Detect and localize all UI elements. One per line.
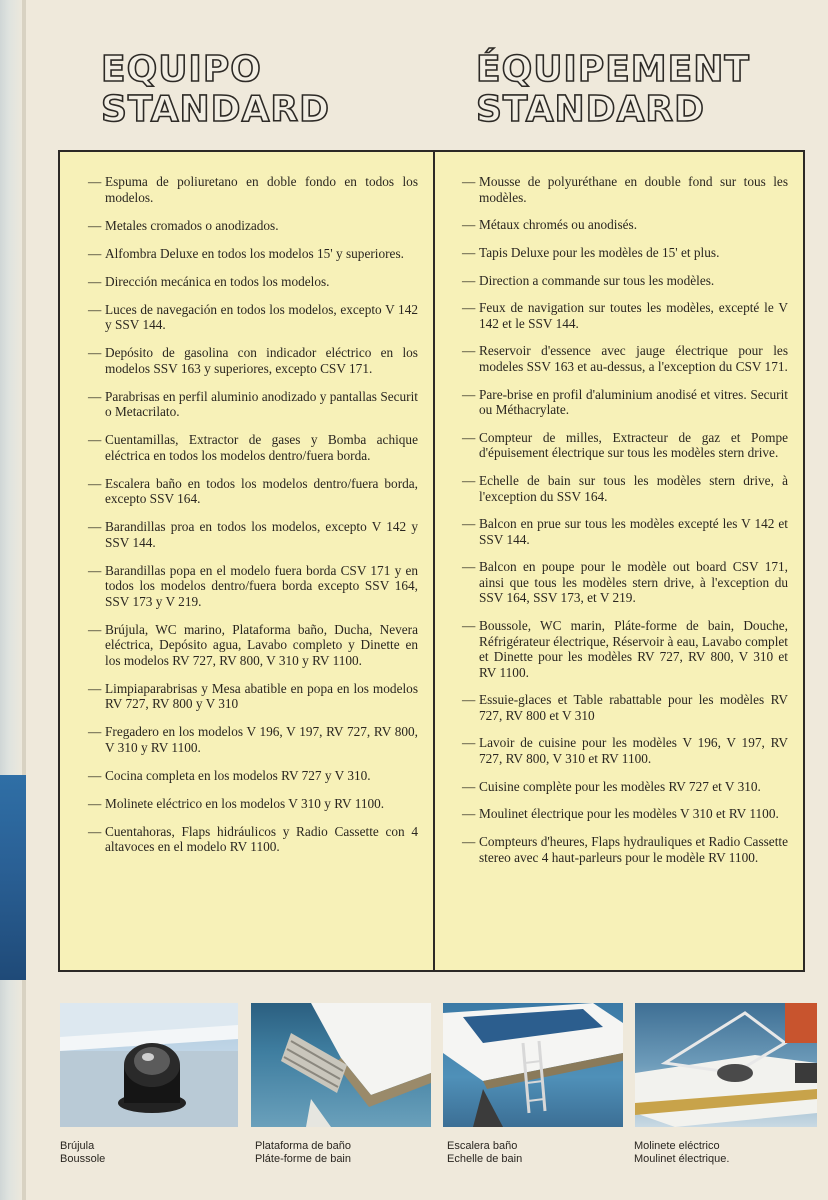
list-item: [88, 622, 418, 669]
bathing-ladder-photo: [443, 1003, 623, 1127]
list-item-text: Essuie-glaces et Table rabattable pour les modèles RV 727, RV 800 et V 310: [479, 692, 788, 723]
bullet-dash: —: [462, 778, 476, 794]
bullet-dash: —: [88, 217, 102, 233]
list-item: [462, 618, 788, 680]
bullet-dash: —: [88, 621, 102, 637]
list-item-text: Parabrisas en perfil aluminio anodizado y pantallas Securit o Metacrilato.: [105, 388, 418, 419]
bullet-dash: —: [88, 823, 102, 839]
windlass-illustration: [635, 1003, 817, 1127]
list-item-text: Balcon en poupe pour le modèle out board CSV 171, ainsi que tous les modèles stern drive, à l'exception du SSV 164, SSV 173, et V 219.: [479, 559, 788, 606]
list-item-text: Lavoir de cuisine pour les modèles V 196, V 197, RV 727, RV 800, V 310 et RV 1100.: [479, 735, 788, 766]
list-item: [88, 724, 418, 755]
platform-illustration: [251, 1003, 431, 1127]
page-spine: [0, 0, 22, 1200]
bullet-dash: —: [88, 174, 102, 189]
list-item: [462, 779, 788, 795]
list-item-text: Tapis Deluxe pour les modèles de 15' et plus.: [479, 244, 720, 260]
ladder-illustration: [443, 1003, 623, 1127]
caption-ladder: [447, 1140, 522, 1166]
list-item-text: Espuma de poliuretano en doble fondo en todos los modelos.: [105, 174, 418, 205]
spanish-column: [88, 174, 418, 867]
list-item-text: Feux de navigation sur toutes les modèles, excepté le V 142 et le SSV 144.: [479, 300, 788, 331]
bullet-dash: —: [88, 519, 102, 534]
list-item-text: Escalera baño en todos los modelos dentro/fuera borda, excepto SSV 164.: [105, 475, 418, 506]
list-item: [88, 563, 418, 610]
bullet-dash: —: [462, 386, 476, 402]
list-item: [462, 735, 788, 766]
list-item: [88, 174, 418, 205]
heading-french-line2: STANDARD: [476, 89, 706, 130]
list-item: [462, 430, 788, 461]
bullet-dash: —: [88, 795, 102, 811]
list-item: [462, 387, 788, 418]
heading-spanish-line1: EQUIPO: [101, 49, 262, 90]
bullet-dash: —: [88, 475, 102, 491]
bullet-dash: —: [88, 345, 102, 360]
list-item: [462, 834, 788, 865]
french-column: [462, 174, 788, 877]
caption-ladder-fr: Echelle de bain: [447, 1153, 523, 1165]
caption-windlass-es: Molinete eléctrico: [634, 1140, 720, 1152]
list-item: [88, 768, 418, 784]
list-item-text: Reservoir d'essence avec jauge électrique pour les modeles SSV 163 et au-dessus, a l'exception du CSV 171.: [479, 343, 788, 374]
list-item-text: Alfombra Deluxe en todos los modelos 15' y superiores.: [105, 245, 404, 261]
bullet-dash: —: [88, 724, 102, 739]
bullet-dash: —: [462, 343, 476, 359]
spine-photo-edge: [0, 775, 26, 980]
list-item: [88, 681, 418, 712]
list-item: [462, 245, 788, 261]
bullet-dash: —: [88, 301, 102, 317]
bullet-dash: —: [88, 767, 102, 783]
bullet-dash: —: [462, 272, 476, 288]
list-item: [462, 300, 788, 331]
list-item-text: Mousse de polyuréthane en double fond sur tous les modèles.: [479, 174, 788, 205]
bullet-dash: —: [462, 473, 476, 488]
list-item-text: Fregadero en los modelos V 196, V 197, RV 727, RV 800, V 310 y RV 1100.: [105, 724, 418, 755]
equipment-panel: [58, 150, 805, 972]
bullet-dash: —: [88, 273, 102, 289]
list-item: [462, 516, 788, 547]
list-item-text: Compteurs d'heures, Flaps hydrauliques et Radio Cassette stereo avec 4 haut-parleurs pour le modèle RV 1100.: [479, 834, 788, 865]
list-item-text: Dirección mecánica en todos los modelos.: [105, 273, 330, 289]
list-item: [88, 274, 418, 290]
list-item-text: Cuisine complète pour les modèles RV 727 et V 310.: [479, 778, 761, 794]
list-item-text: Molinete eléctrico en los modelos V 310 y RV 1100.: [105, 795, 385, 811]
list-item: [462, 343, 788, 374]
list-item-text: Limpiaparabrisas y Mesa abatible en popa en los modelos RV 727, RV 800 y V 310: [105, 680, 418, 711]
list-item: [462, 273, 788, 289]
list-item-text: Métaux chromés ou anodisés.: [479, 217, 638, 233]
column-divider: [433, 152, 435, 970]
bullet-dash: —: [462, 516, 476, 532]
bullet-dash: —: [462, 429, 476, 445]
french-equipment-list: [462, 174, 788, 865]
bullet-dash: —: [88, 245, 102, 261]
list-item: [462, 473, 788, 504]
list-item: [88, 519, 418, 550]
list-item: [88, 345, 418, 376]
list-item-text: Cuentamillas, Extractor de gases y Bomba achique eléctrica en todos los modelos dentro/fuera borda.: [105, 432, 418, 463]
list-item-text: Boussole, WC marin, Pláte-forme de bain, Douche, Réfrigérateur électrique, Réservoir à eau, Lavabo complet et Dinette pour les modèles RV 727, RV 800, V 310 et RV 1100.: [479, 618, 788, 680]
list-item-text: Compteur de milles, Extracteur de gaz et Pompe d'épuisement électrique sur tous les modèles stern drive.: [479, 429, 788, 461]
list-item-text: Direction a commande sur tous les modèles.: [479, 272, 715, 288]
caption-compass-fr: Boussole: [60, 1153, 106, 1165]
list-item-text: Barandillas popa en el modelo fuera borda CSV 171 y en todos los modelos dentro/fuera borda excepto SSV 164, SSV 173 y V 219.: [105, 562, 418, 609]
spanish-equipment-list: [88, 174, 418, 855]
list-item: [88, 218, 418, 234]
caption-platform-es: Plataforma de baño: [255, 1140, 352, 1152]
list-item-text: Brújula, WC marino, Plataforma baño, Ducha, Nevera eléctrica, Depósito agua, Lavabo completo y Dinette en los modelos RV 727, RV 800, V 310 y RV 1100.: [105, 621, 418, 668]
bullet-dash: —: [462, 244, 476, 260]
list-item: [462, 217, 788, 233]
list-item-text: Barandillas proa en todos los modelos, excepto V 142 y SSV 144.: [105, 519, 418, 550]
caption-windlass: [634, 1140, 729, 1166]
list-item-text: Cocina completa en los modelos RV 727 y V 310.: [105, 767, 371, 783]
bullet-dash: —: [462, 692, 476, 708]
caption-windlass-fr: Moulinet électrique.: [634, 1153, 730, 1165]
heading-french-line1: ÉQUIPEMENT: [476, 49, 750, 90]
bullet-dash: —: [462, 217, 476, 233]
list-item-text: Moulinet électrique pour les modèles V 310 et RV 1100.: [479, 806, 779, 822]
heading-spanish-line2: STANDARD: [101, 89, 331, 130]
list-item: [88, 302, 418, 333]
list-item-text: Echelle de bain sur tous les modèles stern drive, à l'exception du SSV 164.: [479, 473, 788, 504]
bullet-dash: —: [88, 680, 102, 696]
bullet-dash: —: [462, 174, 476, 189]
bathing-platform-photo: [251, 1003, 431, 1127]
caption-compass: [60, 1140, 105, 1166]
list-item-text: Pare-brise en profil d'aluminium anodisé et vitres. Securit ou Méthacrylate.: [479, 386, 788, 418]
bullet-dash: —: [462, 300, 476, 316]
electric-windlass-photo: [635, 1003, 817, 1127]
bullet-dash: —: [88, 388, 102, 404]
heading-spanish: [101, 50, 330, 130]
list-item-text: Depósito de gasolina con indicador eléctrico en los modelos SSV 163 y superiores, excepto CSV 171.: [105, 345, 418, 376]
list-item-text: Metales cromados o anodizados.: [105, 217, 279, 233]
page-fold: [22, 0, 26, 1200]
list-item: [88, 824, 418, 855]
bullet-dash: —: [462, 618, 476, 634]
bullet-dash: —: [88, 562, 102, 578]
bullet-dash: —: [462, 559, 476, 575]
bullet-dash: —: [88, 432, 102, 447]
list-item: [88, 476, 418, 507]
list-item-text: Cuentahoras, Flaps hidráulicos y Radio Cassette con 4 altavoces en el modelo RV 1100.: [105, 823, 418, 854]
list-item: [462, 559, 788, 606]
caption-ladder-es: Escalera baño: [447, 1140, 518, 1152]
compass-photo: [60, 1003, 238, 1127]
list-item-text: Luces de navegación en todos los modelos, excepto V 142 y SSV 144.: [105, 301, 418, 332]
bullet-dash: —: [462, 806, 476, 822]
list-item: [88, 432, 418, 463]
list-item: [462, 806, 788, 822]
bullet-dash: —: [462, 735, 476, 751]
list-item-text: Balcon en prue sur tous les modèles excepté les V 142 et SSV 144.: [479, 516, 788, 547]
bullet-dash: —: [462, 834, 476, 849]
list-item: [88, 796, 418, 812]
caption-compass-es: Brújula: [60, 1140, 95, 1152]
list-item: [462, 692, 788, 723]
list-item: [462, 174, 788, 205]
list-item: [88, 246, 418, 262]
heading-french: [476, 50, 750, 130]
caption-platform: [255, 1140, 351, 1166]
caption-platform-fr: Pláte-forme de bain: [255, 1153, 351, 1165]
compass-illustration: [60, 1003, 238, 1127]
list-item: [88, 389, 418, 420]
